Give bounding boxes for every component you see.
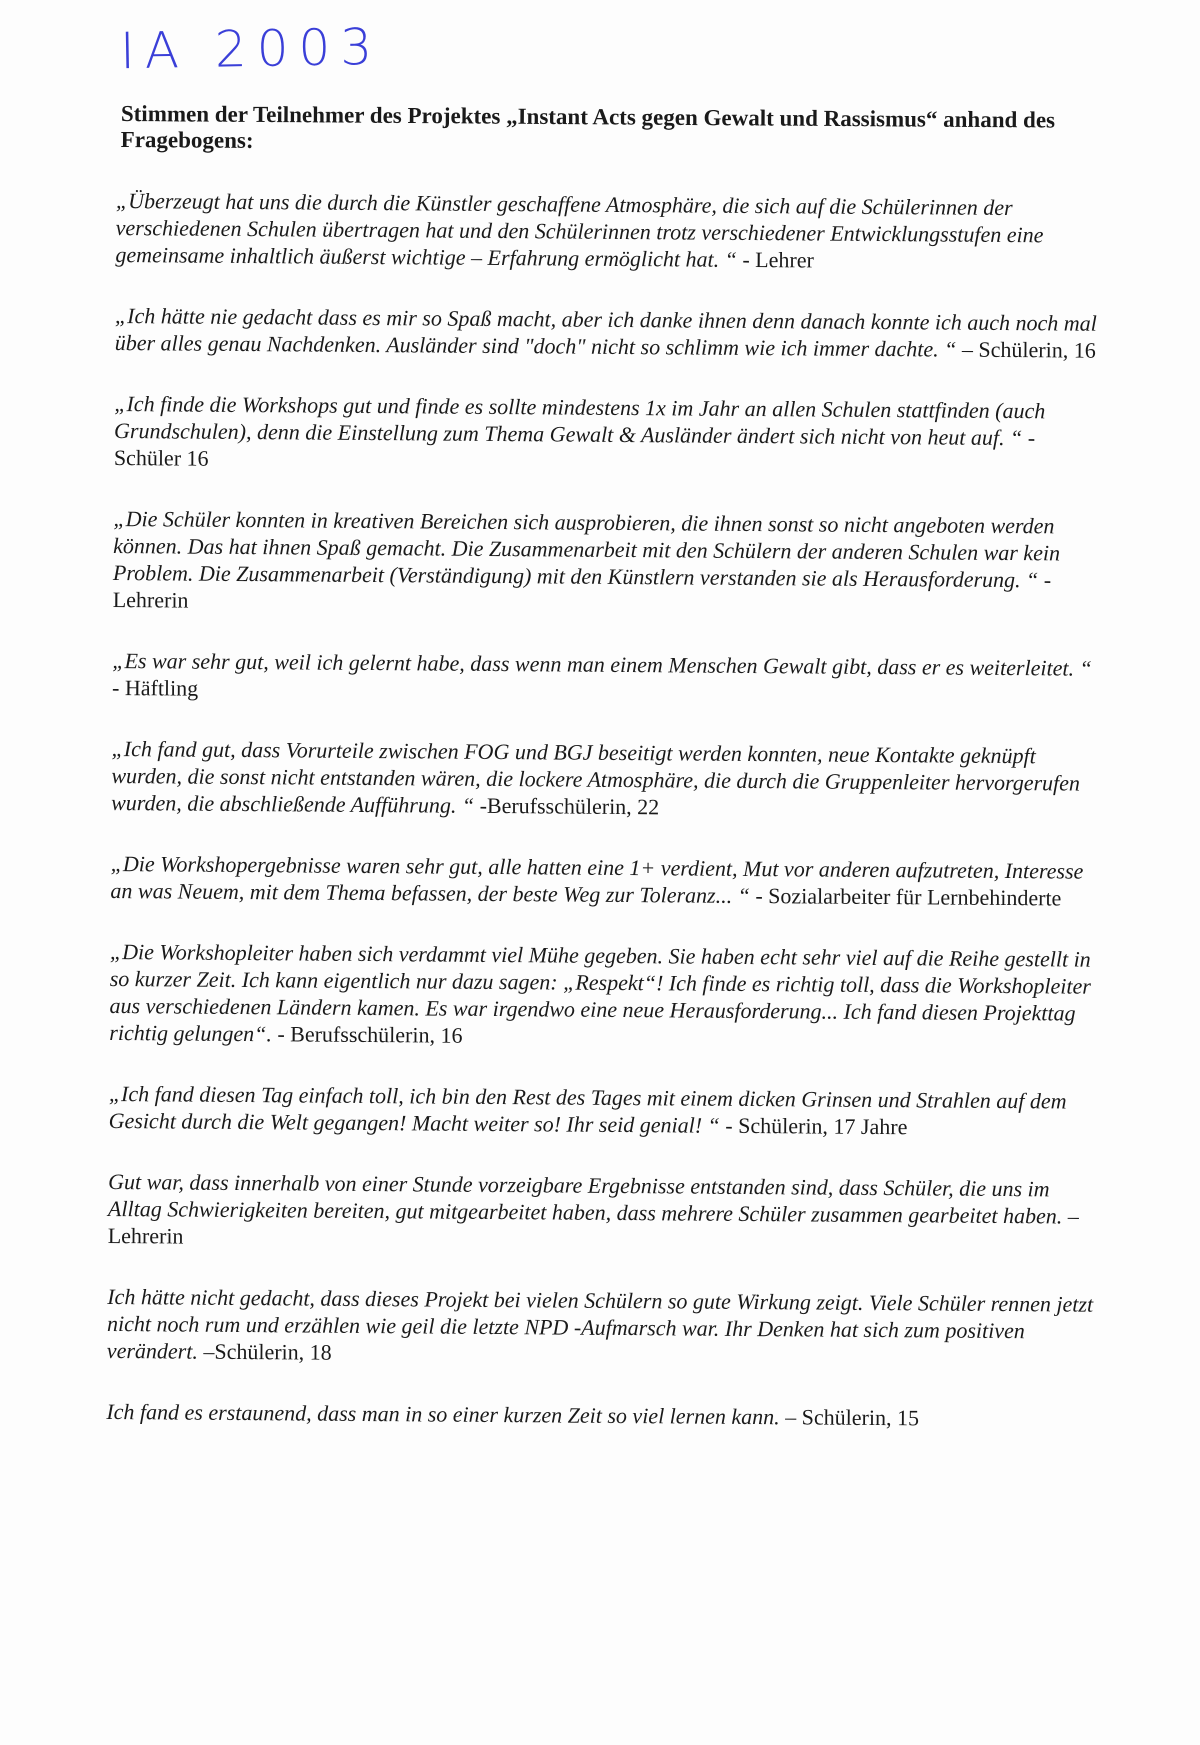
quote-text: „Die Workshopleiter haben sich verdammt viel Mühe gegeben. Sie haben echt sehr viel auf die Reihe gestellt in so kurzer Zeit. Ich kann eigentlich nur dazu sagen: „Respekt“! Ich finde es richtig toll, dass die Workshopleiter aus verschiedenen Ländern kamen. Es war irgendwo eine neue Herausforderung... Ich fand diesen Projekttag richtig gelungen“.	[109, 938, 1091, 1047]
quote-item	[115, 187, 1108, 276]
quote-text: Gut war, dass innerhalb von einer Stunde vorzeigbare Ergebnisse entstanden sind, dass Schüler, die uns im Alltag Schwierigkeiten bereiten, gut mitgearbeitet haben, dass mehrere Schüler zusammen gearbeitet haben.	[107, 1168, 1063, 1229]
quote-speaker: – Lehrerin	[107, 1203, 1079, 1249]
quote-text: „Ich hätte nie gedacht dass es mir so Spaß macht, aber ich danke ihnen denn danach konnte ich auch noch mal über alles genau Nachdenken. Ausländer sind "doch" nicht so schlimm wie ich immer dachte. “	[114, 302, 1097, 362]
quote-speaker: –Schülerin, 18	[197, 1338, 332, 1365]
quote-speaker: - Schüler 16	[113, 425, 1036, 471]
quote-speaker: -Berufsschülerin, 22	[474, 792, 660, 820]
quote-speaker: - Lehrerin	[112, 567, 1052, 613]
quote-item	[106, 1398, 1098, 1433]
quote-item	[109, 1080, 1101, 1142]
quote-speaker: – Schülerin, 15	[779, 1404, 920, 1431]
handwritten-note: IA 2003	[119, 17, 383, 81]
quote-item	[113, 505, 1106, 621]
quote-item	[107, 1283, 1100, 1372]
quote-speaker: - Sozialarbeiter für Lernbehinderte	[749, 883, 1062, 911]
quote-item	[109, 938, 1102, 1054]
quote-text: „Überzeugt hat uns die durch die Künstler geschaffene Atmosphäre, die sich auf die Schülerinnen der verschiedenen Schulen übertragen hat und den Schülerinnen trotz verschiedener Entwicklungsstufen eine gemeinsame inhaltlich äußerst wichtige – Erfahrung ermöglicht hat. “	[115, 187, 1044, 272]
quote-item	[111, 735, 1104, 824]
quote-speaker: - Schülerin, 17 Jahre	[719, 1112, 908, 1140]
quote-item	[110, 850, 1102, 912]
quote-text: „Ich fand gut, dass Vorurteile zwischen FOG und BGJ beseitigt werden konnten, neue Kontakte geknüpft wurden, die sonst nicht entstanden wären, die lockere Atmosphäre, die durch die Gruppenleiter hervorgerufen wurden, die abschließende Aufführung. “	[111, 735, 1081, 818]
quote-item	[108, 1168, 1101, 1257]
quote-item	[115, 302, 1107, 364]
quote-speaker: - Berufsschülerin, 16	[271, 1021, 463, 1048]
quote-speaker: - Häftling	[111, 674, 199, 701]
quote-text: „Ich finde die Workshops gut und finde es sollte mindestens 1x im Jahr an allen Schulen stattfinden (auch Grundschulen), denn die Einstellung zum Thema Gewalt & Ausländer ändert sich nicht von heut auf. “	[113, 390, 1046, 451]
quote-speaker: - Lehrer	[736, 246, 814, 273]
quote-item	[114, 390, 1107, 479]
quote-speaker: – Schülerin, 16	[956, 336, 1096, 363]
quote-text: Ich hätte nicht gedacht, dass dieses Projekt bei vielen Schülern so gute Wirkung zeigt. Viele Schüler rennen jetzt nicht noch rum und erzählen wie geil die letzte NPD -Aufmarsch war. Ihr Denken hat sich zum positiven verändert.	[106, 1283, 1094, 1364]
quote-list	[106, 187, 1108, 1467]
quote-item	[112, 647, 1104, 709]
quote-text: „Ich fand diesen Tag einfach toll, ich bin den Rest des Tages mit einem dicken Grinsen und Strahlen auf dem Gesicht durch die Welt gegangen! Macht weiter so! Ihr seid genial! “	[108, 1080, 1067, 1138]
page-title: Stimmen der Teilnehmer des Projektes „Instant Acts gegen Gewalt und Rassismus“ anhand des Fragebogens:	[120, 101, 1056, 153]
quote-text: „Die Workshopergebnisse waren sehr gut, alle hatten eine 1+ verdient, Mut vor anderen aufzutreten, Interesse an was Neuem, mit dem Thema befassen, der beste Weg zur Toleranz... “	[110, 850, 1084, 908]
quote-text: „Die Schüler konnten in kreativen Bereichen sich ausprobieren, die ihnen sonst so nicht angeboten werden können. Das hat ihnen Spaß gemacht. Die Zusammenarbeit mit den Schülern der anderen Schulen war kein Problem. Die Zusammenarbeit (Verständigung) mit den Künstlern verstanden sie als Herausforderung. “	[112, 505, 1061, 593]
quote-text: „Es war sehr gut, weil ich gelernt habe, dass wenn man einem Menschen Gewalt gibt, dass er es weiterleitet. “	[112, 647, 1092, 681]
quote-text: Ich fand es erstaunend, dass man in so einer kurzen Zeit so viel lernen kann.	[106, 1398, 780, 1430]
